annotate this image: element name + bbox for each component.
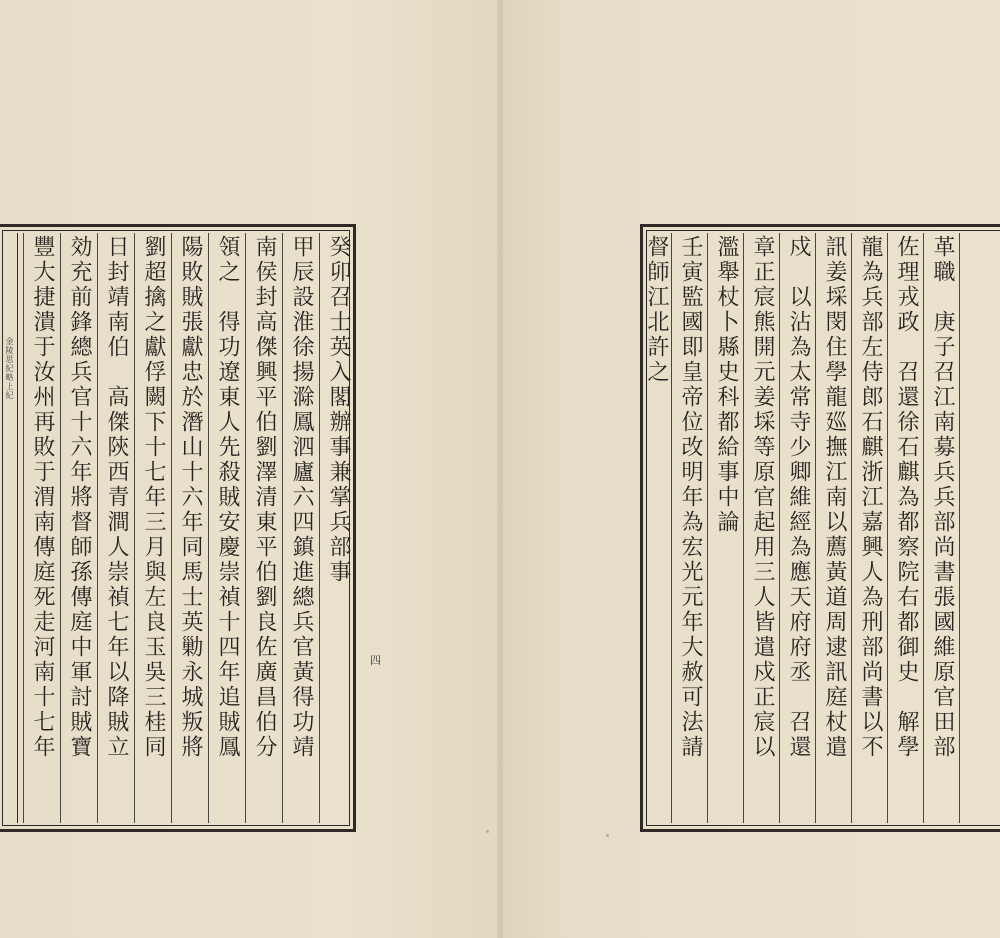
column-rule <box>134 233 135 823</box>
left-text-frame <box>0 224 356 832</box>
text-column: 日封靖南伯 高傑陝西青澗人崇禎七年以降賊立 <box>104 235 129 760</box>
column-rule <box>707 233 708 823</box>
column-rule <box>743 233 744 823</box>
column-rule <box>245 233 246 823</box>
text-column: 豐大捷潰于汝州再敗于渭南傳庭死走河南十七年 <box>30 235 55 760</box>
book-gutter <box>497 0 503 938</box>
column-rule <box>815 233 816 823</box>
text-column: 濫舉杖卜縣史科都給事中論 <box>714 235 739 535</box>
column-rule <box>779 233 780 823</box>
text-column: 癸卯召士英入閣辦事兼掌兵部事 <box>326 235 351 585</box>
center-margin-label: 金陵思紀略上紀 <box>5 337 14 400</box>
column-rule <box>60 233 61 823</box>
column-rule <box>319 233 320 823</box>
text-column: 佐理戎政 召還徐石麒為都察院右都御史 解學 <box>894 235 919 760</box>
column-rule <box>208 233 209 823</box>
column-rule <box>97 233 98 823</box>
column-rule <box>23 233 24 823</box>
text-column: 甲辰設淮徐揚滁鳳泗廬六四鎮進總兵官黃得功靖 <box>289 235 314 760</box>
column-rule <box>887 233 888 823</box>
text-column: 戍 以沾為太常寺少卿維經為應天府府丞 召還 <box>786 235 811 760</box>
column-rule <box>171 233 172 823</box>
paper-speck <box>486 830 489 833</box>
text-column: 督師江北許之 <box>644 235 669 385</box>
column-rule <box>851 233 852 823</box>
text-column: 壬寅監國即皇帝位改明年為宏光元年大赦可法請 <box>678 235 703 760</box>
text-column: 龍為兵部左侍郎石麒浙江嘉興人為刑部尚書以不 <box>858 235 883 760</box>
text-column: 領之 得功遼東人先殺賊安慶崇禎十四年追賊鳳 <box>215 235 240 760</box>
text-column: 革職 庚子召江南募兵兵部尚書張國維原官田部 <box>930 235 955 760</box>
text-column: 章正宸熊開元姜埰等原官起用三人皆遣戍正宸以 <box>750 235 775 760</box>
text-column: 陽敗賊張獻忠於潛山十六年同馬士英勦永城叛將 <box>178 235 203 760</box>
column-rule <box>282 233 283 823</box>
column-rule <box>959 233 960 823</box>
paper-speck <box>606 834 609 837</box>
right-text-frame <box>640 224 1000 832</box>
text-column: 劉超擒之獻俘闕下十七年三月與左良玉吳三桂同 <box>141 235 166 760</box>
page-number: 四 <box>370 654 381 667</box>
center-margin <box>3 233 18 823</box>
text-column: 効充前鋒總兵官十六年將督師孫傳庭中軍討賊寶 <box>67 235 92 760</box>
column-rule <box>923 233 924 823</box>
column-rule <box>671 233 672 823</box>
text-column: 訊姜埰閔住學龍廵撫江南以薦黃道周逮訊庭杖遣 <box>822 235 847 760</box>
text-column: 南侯封高傑興平伯劉澤清東平伯劉良佐廣昌伯分 <box>252 235 277 760</box>
